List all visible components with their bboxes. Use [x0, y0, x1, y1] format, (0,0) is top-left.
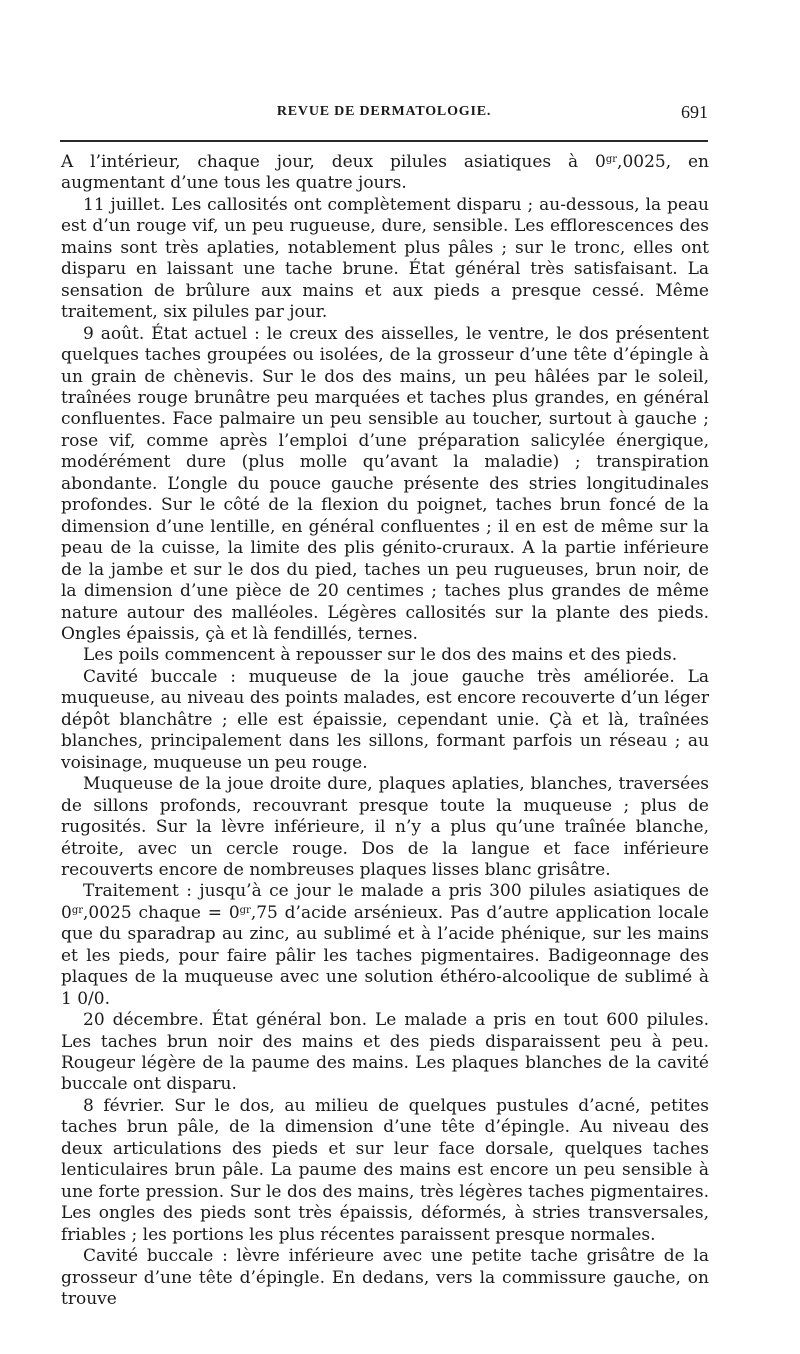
paragraph: 9 août. État actuel : le creux des aisselles, le ventre, le dos présentent quelques taches groupées ou isolées, de la grosseur d’une tête d’épingle à un grain de chènevis. Sur le dos des mains, un peu hâlées par le soleil, traînées rouge brunâtre peu marquées et taches plus grandes, en général confluentes. Face palmaire un peu sensible au toucher, surtout à gauche ; rose vif, comme après l’emploi d’une préparation salicylée énergique, modérément dure (plus molle qu’avant la maladie) ; transpiration abondante. L’ongle du pouce gauche présente des stries longitudinales profondes. Sur le côté de la flexion du poignet, taches brun foncé de la dimension d’une lentille, en général confluentes ; il en est de même sur la peau de la cuisse, la limite des plis génito-cruraux. A la partie inférieure de la jambe et sur le dos du pied, taches un peu rugueuses, brun noir, de la dimension d’une pièce de 20 centimes ; taches plus grandes de même nature autour des malléoles. Légères callosités sur la plante des pieds. Ongles épaissis, çà et là fendillés, ternes. — [61, 323, 709, 644]
paragraph: Cavité buccale : lèvre inférieure avec une petite tache grisâtre de la grosseur d’une tête d’épingle. En dedans, vers la commissure gauche, on trouve — [61, 1246, 709, 1310]
running-title: REVUE DE DERMATOLOGIE. — [276, 104, 492, 119]
page-number: 691 — [681, 102, 708, 122]
paragraph: Traitement : jusqu’à ce jour le malade a pris 300 pilules asiatiques de $0^{gr},0025$ chaque = $0^{gr},75$ d’acide arsénieux. Pas d’autre application locale que du sparadrap au zinc, au sublimé et à l’acide phénique, sur les mains et les pieds, pour faire pâlir les taches pigmentaires. Badigeonnage des plaques de la muqueuse avec une solution éthéro-alcoolique de sublimé à 1 0/0. — [61, 881, 709, 1009]
paragraph: 8 février. Sur le dos, au milieu de quelques pustules d’acné, petites taches brun pâle, de la dimension d’une tête d’épingle. Au niveau des deux articulations des pieds et sur leur face dorsale, quelques taches lenticulaires brun pâle. La paume des mains est encore un peu sensible à une forte pression. Sur le dos des mains, très légères taches pigmentaires. Les ongles des pieds sont très épaissis, déformés, à stries transversales, friables ; les portions les plus récentes paraissent presque normales. — [61, 1095, 709, 1245]
paragraph: 20 décembre. État général bon. Le malade a pris en tout 600 pilules. Les taches brun noir des mains et des pieds disparaissent peu à peu. Rougeur légère de la paume des mains. Les plaques blanches de la cavité buccale ont disparu. — [61, 1010, 709, 1095]
paragraph: 11 juillet. Les callosités ont complètement disparu ; au-dessous, la peau est d’un rouge vif, un peu rugueuse, dure, sensible. Les efflorescences des mains sont très aplaties, notablement plus pâles ; sur le tronc, elles ont disparu en laissant une tache brune. État général très satisfaisant. La sensation de brûlure aux mains et aux pieds a presque cessé. Même traitement, six pilules par jour. — [61, 194, 709, 323]
paragraph: A l’intérieur, chaque jour, deux pilules asiatiques à $0^{gr},0025$, en augmentant d’une tous les quatre jours. — [61, 152, 709, 194]
header-rule — [60, 140, 708, 142]
body-text — [61, 152, 709, 1310]
paragraph: Muqueuse de la joue droite dure, plaques aplaties, blanches, traversées de sillons profonds, recouvrant presque toute la muqueuse ; plus de rugosités. Sur la lèvre inférieure, il n’y a plus qu’une traînée blanche, étroite, avec un cercle rouge. Dos de la langue et face inférieure recouverts encore de nombreuses plaques lisses blanc grisâtre. — [61, 774, 709, 880]
paragraph: Cavité buccale : muqueuse de la joue gauche très améliorée. La muqueuse, au niveau des points malades, est encore recouverte d’un léger dépôt blanchâtre ; elle est épaissie, cependant unie. Çà et là, traînées blanches, principalement dans les sillons, formant parfois un réseau ; au voisinage, muqueuse un peu rouge. — [61, 666, 709, 773]
paragraph: Les poils commencent à repousser sur le dos des mains et des pieds. — [83, 645, 678, 666]
running-header — [60, 104, 708, 128]
